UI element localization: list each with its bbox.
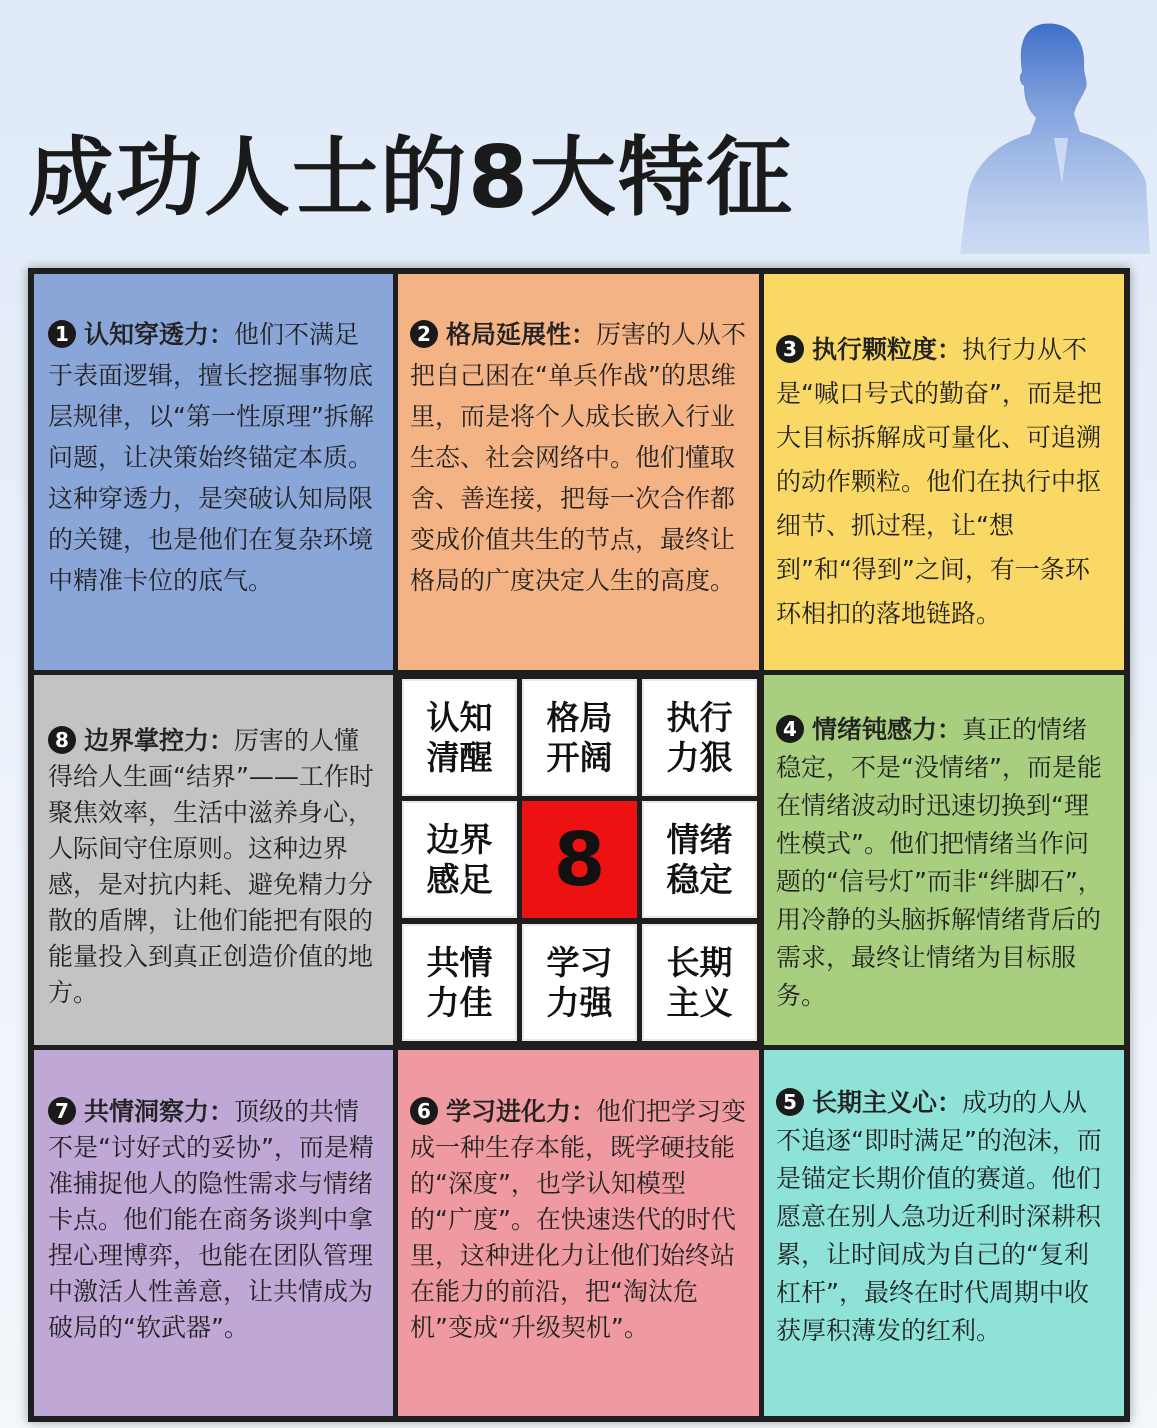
trait-card-8 — [34, 675, 393, 1045]
traits-board — [28, 268, 1130, 1422]
number-badge: 5 — [776, 1088, 804, 1116]
trait-heading: 认知穿透力： — [84, 320, 235, 349]
keyword-cell: 长期 主义 — [642, 924, 757, 1041]
keyword-grid — [398, 675, 759, 1045]
keyword-cell: 边界 感足 — [402, 801, 517, 918]
number-badge: 6 — [410, 1097, 438, 1125]
keyword-cell: 格局 开阔 — [522, 679, 637, 796]
trait-card-1 — [34, 274, 393, 670]
number-badge: 3 — [776, 335, 804, 363]
trait-description: 厉害的人从不把自己困在“单兵作战”的思维里，而是将个人成长嵌入行业生态、社会网络中。他们懂取舍、善连接，把每一次合作都变成价值共生的节点，最终让格局的广度决定人生的高度。 — [410, 320, 747, 595]
number-badge: 1 — [48, 320, 76, 348]
trait-heading: 情绪钝感力： — [812, 715, 963, 744]
keyword-cell: 执行 力狠 — [642, 679, 757, 796]
center-number: 8 — [522, 801, 637, 918]
keyword-cell: 情绪 稳定 — [642, 801, 757, 918]
number-badge: 8 — [48, 726, 76, 754]
trait-card-2 — [398, 274, 759, 670]
trait-card-4 — [764, 675, 1124, 1045]
trait-heading: 格局延展性： — [446, 320, 597, 349]
trait-card-7 — [34, 1050, 393, 1416]
header — [0, 0, 1157, 255]
number-badge: 7 — [48, 1097, 76, 1125]
trait-description: 他们不满足于表面逻辑，擅长挖掘事物底层规律，以“第一性原理”拆解问题，让决策始终锚定本质。这种穿透力，是突破认知局限的关键，也是他们在复杂环境中精准卡位的底气。 — [48, 320, 374, 595]
trait-card-3 — [764, 274, 1124, 670]
businessman-silhouette-icon — [950, 14, 1150, 254]
trait-heading: 边界掌控力： — [84, 726, 235, 755]
number-badge: 2 — [410, 320, 438, 348]
trait-heading: 学习进化力： — [446, 1097, 597, 1126]
trait-description: 真正的情绪稳定，不是“没情绪”，而是能在情绪波动时迅速切换到“理性模式”。他们把情绪当作问题的“信号灯”而非“绊脚石”，用冷静的头脑拆解情绪背后的需求，最终让情绪为目标服务。 — [776, 715, 1103, 1010]
trait-heading: 长期主义心： — [812, 1088, 963, 1117]
trait-description: 厉害的人懂得给人生画“结界”——工作时聚焦效率，生活中滋养身心，人际间守住原则。这种边界感，是对抗内耗、避免精力分散的盾牌，让他们能把有限的能量投入到真正创造价值的地方。 — [48, 726, 374, 1007]
keyword-cell: 认知 清醒 — [402, 679, 517, 796]
trait-card-5 — [764, 1050, 1124, 1416]
trait-description: 他们把学习变成一种生存本能，既学硬技能的“深度”，也学认知模型的“广度”。在快速迭代的时代里，这种进化力让他们始终站在能力的前沿，把“淘汰危机”变成“升级契机”。 — [410, 1097, 747, 1342]
keyword-cell: 共情 力佳 — [402, 924, 517, 1041]
trait-description: 成功的人从不追逐“即时满足”的泡沫，而是锚定长期价值的赛道。他们愿意在别人急功近利时深耕积累，让时间成为自己的“复利杠杆”，最终在时代周期中收获厚积薄发的红利。 — [776, 1088, 1102, 1345]
trait-heading: 共情洞察力： — [84, 1097, 235, 1126]
keyword-cell: 学习 力强 — [522, 924, 637, 1041]
trait-description: 执行力从不是“喊口号式的勤奋”，而是把大目标拆解成可量化、可追溯的动作颗粒。他们在执行中抠细节、抓过程，让“想到”和“得到”之间，有一条环环相扣的落地链路。 — [776, 335, 1102, 628]
number-badge: 4 — [776, 715, 804, 743]
page-title: 成功人士的8大特征 — [28, 128, 794, 228]
trait-description: 顶级的共情不是“讨好式的妥协”，而是精准捕捉他人的隐性需求与情绪卡点。他们能在商务谈判中拿捏心理博弈，也能在团队管理中激活人性善意，让共情成为破局的“软武器”。 — [48, 1097, 374, 1342]
trait-card-6 — [398, 1050, 759, 1416]
trait-heading: 执行颗粒度： — [812, 335, 963, 364]
